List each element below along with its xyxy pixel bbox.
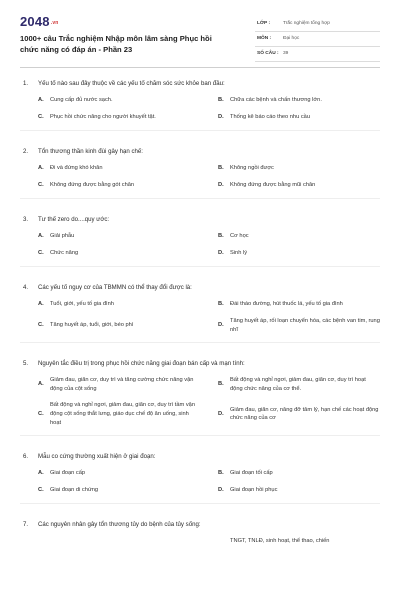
option-text: Giảm đau, giãn cơ, nâng đỡ tâm lý, hạn chế các hoạt động chức năng của cơ — [230, 406, 379, 422]
option-a[interactable] — [38, 537, 200, 546]
meta-value: Đại học — [283, 36, 300, 41]
option-letter: C. — [38, 322, 44, 329]
option-b[interactable] — [218, 376, 380, 393]
question-4 — [20, 278, 380, 343]
option-text: Đái tháo đường, hút thuốc lá, yếu tố gia đình — [230, 301, 343, 308]
option-a[interactable] — [38, 376, 200, 393]
option-letter: B. — [218, 381, 224, 388]
option-text: Giải phẫu — [50, 233, 75, 240]
meta-key: MÔN : — [257, 36, 272, 41]
option-c[interactable] — [38, 249, 200, 258]
question-number: 4. — [23, 284, 29, 291]
option-b[interactable] — [218, 469, 380, 478]
option-letter: D. — [218, 114, 224, 121]
meta-value: 39 — [283, 51, 289, 56]
question-3 — [20, 210, 380, 267]
option-text: Giai đoạn tối cấp — [230, 470, 273, 477]
question-number: 6. — [23, 453, 29, 461]
question-number: 7. — [23, 521, 29, 529]
option-text: Chữa các bệnh và chấn thương lớn. — [230, 97, 322, 104]
meta-table — [255, 17, 380, 62]
question-2 — [20, 142, 380, 199]
meta-key: LỚP : — [257, 21, 271, 26]
option-letter: A. — [38, 233, 44, 240]
option-d[interactable] — [218, 249, 380, 258]
question-1 — [20, 74, 380, 131]
option-a[interactable] — [38, 469, 200, 478]
option-text: Bất động và nghỉ ngơi, giảm đau, giãn cơ, duy trì hoạt động chức năng của cơ thể. — [230, 377, 366, 392]
option-text: Không ngồi được — [230, 165, 274, 172]
question-list — [20, 74, 380, 565]
option-a[interactable] — [38, 232, 200, 241]
question-text: Tổn thương thần kinh đùi gây hạn chế: — [38, 148, 143, 155]
option-b[interactable] — [218, 537, 380, 546]
meta-value: Trắc nghiệm tổng hợp — [283, 21, 330, 26]
option-letter: B. — [218, 165, 224, 172]
meta-row-subject — [255, 32, 380, 47]
option-letter: C. — [38, 182, 44, 189]
option-letter: D. — [218, 410, 224, 417]
option-letter: B. — [218, 301, 224, 308]
question-5 — [20, 354, 380, 436]
question-text: Các nguyên nhân gây tổn thương tủy do bệnh của tủy sống: — [38, 521, 201, 529]
question-text: Các yếu tố nguy cơ của TBMMN có thể thay đổi được là: — [38, 284, 192, 291]
option-b[interactable] — [218, 164, 380, 173]
option-letter: B. — [218, 233, 224, 240]
option-letter: C. — [38, 487, 44, 494]
option-text: Không đứng được bằng mũi chân — [230, 182, 316, 189]
option-b[interactable] — [218, 300, 380, 309]
option-letter: D. — [218, 182, 224, 189]
option-text: Tăng huyết áp, rối loạn chuyển hóa, các bệnh van tim, rung nhĩ — [230, 318, 380, 333]
meta-key: SỐ CÂU : — [257, 51, 279, 56]
option-text: Thống kê báo cáo theo nhu cầu — [230, 114, 311, 121]
question-6 — [20, 447, 380, 504]
option-text: Không đứng được bằng gót chân — [50, 182, 135, 189]
option-d[interactable] — [218, 317, 380, 334]
option-d[interactable] — [218, 401, 380, 427]
option-letter: C. — [38, 250, 44, 257]
page-title: 1000+ câu Trắc nghiệm Nhập môn lâm sàng Phục hồi chức năng có đáp án - Phần 23 — [20, 34, 212, 54]
question-text: Yếu tố nào sau đây thuộc về các yếu tố chăm sóc sức khỏe ban đầu: — [38, 80, 225, 87]
option-text: TNGT, TNLĐ, sinh hoạt, thể thao, chiến — [230, 538, 330, 545]
option-text: Chức năng — [50, 250, 79, 257]
option-a[interactable] — [38, 96, 200, 105]
option-text: Giảm đau, giãn cơ, duy trì và tăng cường chức năng vận động của cột sống — [50, 377, 194, 392]
option-letter: D. — [218, 322, 224, 329]
header — [20, 14, 380, 64]
option-letter: A. — [38, 165, 44, 172]
option-text: Tăng huyết áp, tuổi, giới, béo phì — [50, 322, 134, 329]
meta-row-class — [255, 17, 380, 32]
option-a[interactable] — [38, 164, 200, 173]
option-text: Đi và đứng khó khăn — [50, 165, 103, 172]
option-text: Phục hồi chức năng cho người khuyết tật. — [50, 114, 156, 121]
question-number: 2. — [23, 148, 29, 155]
option-c[interactable] — [38, 181, 200, 190]
option-letter: B. — [218, 97, 224, 104]
option-text: Giai đoạn hồi phục — [230, 487, 278, 494]
option-b[interactable] — [218, 96, 380, 105]
option-d[interactable] — [218, 486, 380, 495]
question-number: 1. — [23, 80, 29, 87]
option-d[interactable] — [218, 181, 380, 190]
option-letter: B. — [218, 470, 224, 477]
question-number: 3. — [23, 216, 29, 223]
logo-suffix: .vn — [50, 20, 59, 26]
option-text: Tuổi, giới, yếu tố gia đình — [50, 301, 114, 308]
option-letter: D. — [218, 250, 224, 257]
option-letter: A. — [38, 470, 44, 477]
option-letter: A. — [38, 97, 44, 104]
option-text: Giai đoạn cấp — [50, 470, 86, 477]
option-letter: C. — [38, 114, 44, 121]
header-divider — [20, 67, 380, 68]
option-c[interactable] — [38, 317, 200, 334]
option-c[interactable] — [38, 486, 200, 495]
option-text: Giai đoạn di chứng — [50, 487, 99, 494]
option-letter: C. — [38, 410, 44, 417]
option-letter: D. — [218, 487, 224, 494]
question-text: Mẫu co cứng thường xuất hiện ở giai đoạn: — [38, 453, 156, 461]
option-a[interactable] — [38, 300, 200, 309]
question-text: Tư thế zero do....quy ước: — [38, 216, 110, 223]
option-c[interactable] — [38, 113, 200, 122]
question-7 — [20, 515, 380, 554]
option-text: Cung cấp đủ nước sạch. — [50, 97, 113, 104]
option-d[interactable] — [218, 113, 380, 122]
question-number: 5. — [23, 360, 29, 368]
meta-row-question-count — [255, 47, 380, 62]
option-letter: A. — [38, 301, 44, 308]
option-text: Sinh lý — [230, 250, 248, 257]
option-text: Bất động và nghỉ ngơi, giảm đau, giãn cơ, duy trì tầm vận động cột sống thắt lưng, giáo dục chế độ ăn uống, sinh hoạt — [50, 402, 195, 426]
site-logo[interactable] — [20, 14, 59, 29]
option-letter: A. — [38, 381, 44, 388]
option-text: Cơ học — [230, 233, 249, 240]
option-b[interactable] — [218, 232, 380, 241]
logo-text: 2048 — [20, 14, 50, 29]
option-c[interactable] — [38, 401, 200, 427]
question-text: Nguyên tắc điều trị trong phục hồi chức năng giai đoạn bán cấp và mạn tính: — [38, 360, 245, 368]
